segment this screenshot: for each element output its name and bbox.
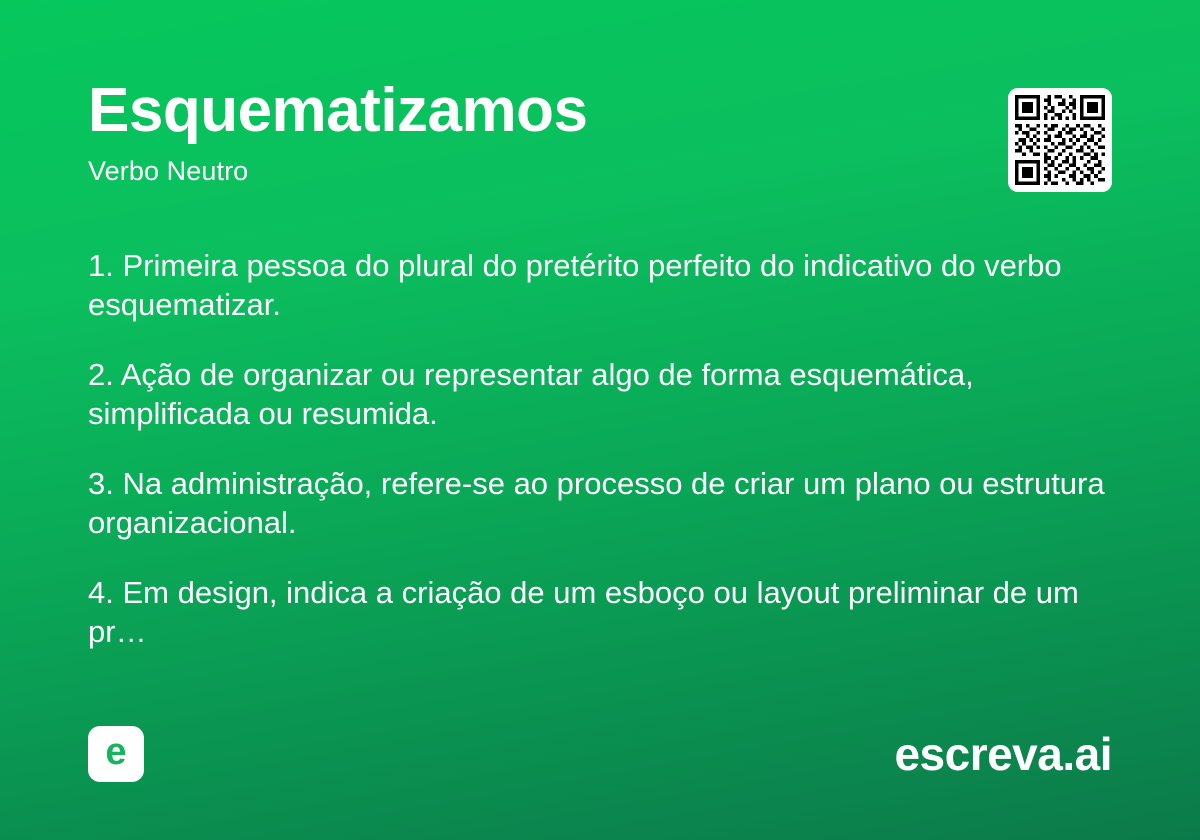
qr-code-icon[interactable] [1008,88,1112,192]
page-title: Esquematizamos [88,76,588,145]
card-footer [88,726,1112,782]
definition-item: 3. Na administração, refere-se ao processo de criar um plano ou estrutura organizacional. [88,466,1105,541]
title-block [88,76,588,187]
definition-item: 1. Primeira pessoa do plural do pretérito perfeito do indicativo do verbo esquematizar. [88,248,1062,323]
definition-item: 4. Em design, indica a criação de um esboço ou layout preliminar de um pr… [88,575,1079,650]
definitions-list [88,246,1112,651]
definition-item: 2. Ação de organizar ou representar algo de forma esquemática, simplificada ou resumida. [88,357,974,432]
card-header [88,76,1112,192]
card-content [88,76,1112,800]
logo-letter: e [105,731,127,773]
word-class-label: Verbo Neutro [88,156,249,186]
escreva-logo-icon [88,726,144,782]
brand-name: escreva.ai [894,728,1112,780]
